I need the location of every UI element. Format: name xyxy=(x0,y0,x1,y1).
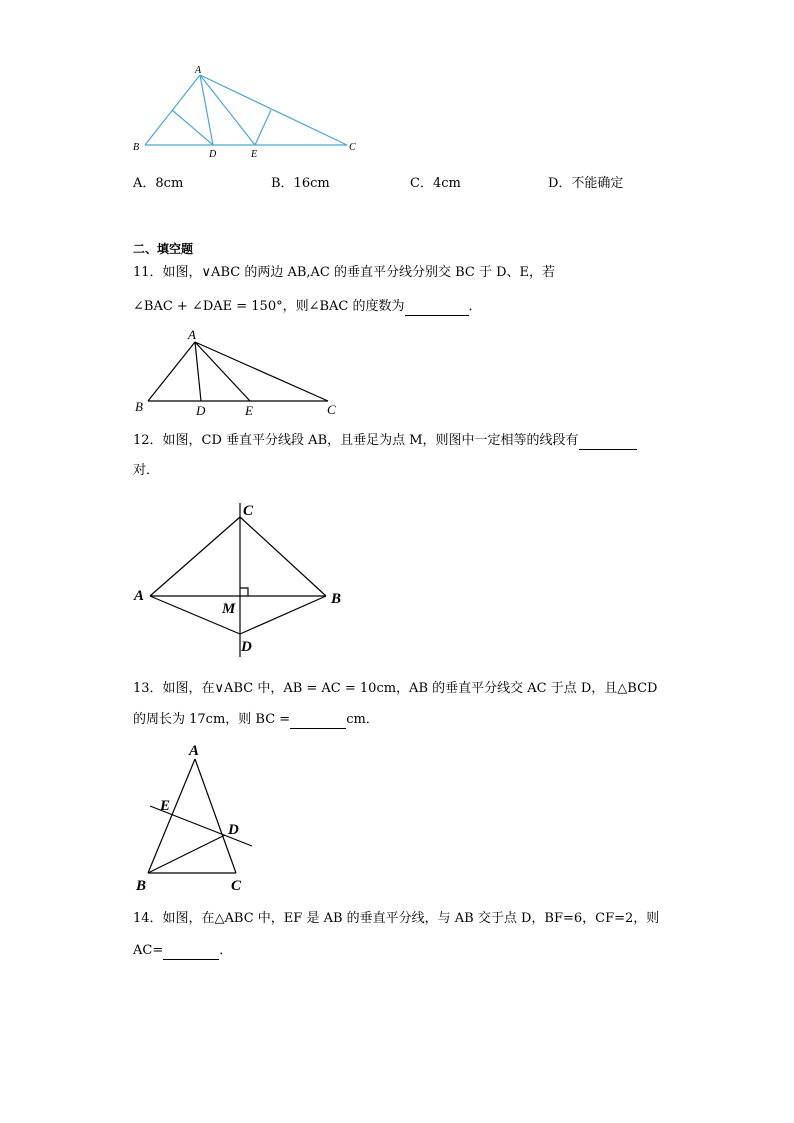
q14-line2 xyxy=(133,942,232,960)
q11-line2-end: ． xyxy=(468,299,482,314)
label-b: B xyxy=(136,878,147,893)
option-d[interactable]: D．不能确定 xyxy=(548,176,624,191)
label-c: C xyxy=(243,503,254,519)
q14-line1: 14．如图，在△ABC 中，EF 是 AB 的垂直平分线，与 AB 交于点 D，BF=6，CF=2，则 xyxy=(133,911,660,926)
label-c: C xyxy=(327,402,336,417)
q14-line2-end: ． xyxy=(219,943,233,958)
q12-answer-blank[interactable] xyxy=(579,435,637,450)
q13-line1: 13．如图，在∨ABC 中，AB = AC = 10cm，AB 的垂直平分线交 AC 于点 D，且△BCD xyxy=(133,681,658,696)
label-d: D xyxy=(209,149,217,160)
label-d: D xyxy=(228,822,239,838)
label-b: B xyxy=(133,142,140,153)
figure-q13 xyxy=(130,738,265,893)
figure-q11 xyxy=(130,326,345,418)
q12-line1-text: 12．如图，CD 垂直平分线段 AB，且垂足为点 M，则图中一定相等的线段有 xyxy=(133,433,579,448)
q14-answer-blank[interactable] xyxy=(163,945,219,960)
label-d: D xyxy=(241,639,252,655)
label-a: A xyxy=(134,588,145,604)
label-a: A xyxy=(195,65,202,76)
label-b: B xyxy=(135,399,143,414)
label-a: A xyxy=(189,743,200,759)
label-b: B xyxy=(331,591,342,607)
q11-line2-text: ∠BAC + ∠DAE = 150°，则∠BAC 的度数为 xyxy=(133,299,405,314)
label-c: C xyxy=(349,142,356,153)
figure-q12 xyxy=(130,495,355,660)
q13-line2-end: cm． xyxy=(346,712,379,727)
q12-line2: 对． xyxy=(133,463,160,478)
q14-line2-text: AC= xyxy=(133,943,164,958)
label-a: A xyxy=(188,327,196,342)
section-title: 二、填空题 xyxy=(133,242,194,256)
option-b[interactable]: B．16cm xyxy=(271,176,330,191)
option-c[interactable]: C．4cm xyxy=(410,176,461,191)
option-a[interactable]: A．8cm xyxy=(133,176,184,191)
figure-q10 xyxy=(125,60,365,164)
q11-line2 xyxy=(133,298,482,316)
q13-line2 xyxy=(133,711,379,729)
q11-answer-blank[interactable] xyxy=(405,301,469,316)
q13-line2-text: 的周长为 17cm，则 BC = xyxy=(133,712,291,727)
label-e: E xyxy=(251,149,258,160)
label-d: D xyxy=(196,403,206,418)
label-e: E xyxy=(245,403,253,418)
label-e: E xyxy=(160,798,171,814)
label-m: M xyxy=(222,601,236,617)
q12-line1 xyxy=(133,432,637,450)
q11-line1: 11．如图，∨ABC 的两边 AB,AC 的垂直平分线分别交 BC 于 D、E，若 xyxy=(133,265,556,280)
label-c: C xyxy=(231,878,242,893)
q13-answer-blank[interactable] xyxy=(290,714,346,729)
